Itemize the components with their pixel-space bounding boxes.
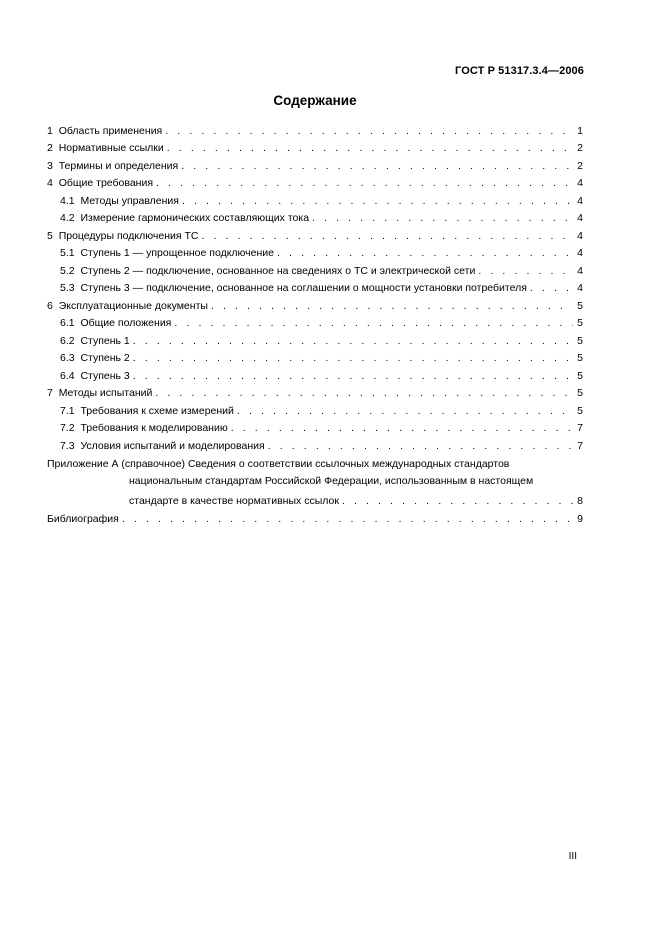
- toc-entry-page: 5: [577, 352, 583, 364]
- toc-entry-label: Нормативные ссылки: [58, 142, 164, 154]
- toc-entry-number: 6: [47, 299, 53, 312]
- toc-entry-label: Ступень 2: [80, 352, 130, 364]
- toc-entry-label: Условия испытаний и моделирования: [80, 439, 265, 452]
- leader-dots: [211, 300, 573, 313]
- toc-entry-number: 7.1: [60, 404, 75, 417]
- toc-entry-label: Ступень 2 — подключение, основанное на сведениях о ТС и электрической сети: [80, 264, 476, 277]
- leader-dots: [231, 422, 573, 435]
- toc-entry-page: 8: [577, 495, 583, 507]
- toc-entry-5-2: [47, 260, 583, 278]
- toc-entry-1: [47, 120, 583, 138]
- toc-entry-6: [47, 295, 583, 313]
- standard-number: ГОСТ Р 51317.3.4—2006: [455, 65, 584, 77]
- toc-entry-7: [47, 383, 583, 401]
- toc-entry-page: 4: [577, 212, 583, 224]
- leader-dots: [133, 335, 573, 348]
- toc-entry-number: 4.2: [60, 212, 75, 224]
- toc-entry-page: 5: [577, 317, 583, 329]
- toc-entry-number: 6.4: [60, 369, 75, 382]
- leader-dots: [133, 352, 573, 365]
- toc-entry-label: Ступень 3 — подключение, основанное на соглашении о мощности установки потребителя: [80, 282, 527, 294]
- leader-dots: [342, 495, 573, 508]
- toc-entry-7-3: [47, 435, 583, 453]
- leader-dots: [478, 265, 573, 278]
- toc-entry-number: 2: [47, 142, 53, 154]
- toc-entry-4-1: [47, 190, 583, 208]
- toc-entry-7-1: [47, 400, 583, 418]
- toc-entry-page: 2: [577, 142, 583, 154]
- toc-entry-6-1: [47, 313, 583, 331]
- toc-entry-number: 6.1: [60, 317, 75, 329]
- toc-entry-6-3: [47, 348, 583, 366]
- toc-entry-label: Ступень 1 — упрощенное подключение: [80, 247, 274, 259]
- toc-entry-page: 4: [577, 247, 583, 259]
- leader-dots: [165, 125, 573, 138]
- toc-entry-label: Ступень 1: [80, 334, 130, 347]
- leader-dots: [312, 212, 573, 225]
- toc-entry-page: 4: [577, 229, 583, 242]
- leader-dots: [122, 513, 573, 526]
- leader-dots: [174, 317, 573, 330]
- leader-dots: [181, 160, 573, 173]
- toc-entry-page: 5: [577, 387, 583, 399]
- toc-entry-page: 5: [577, 404, 583, 417]
- toc-entry-label: Термины и определения: [58, 159, 179, 172]
- toc-entry-number: 7.3: [60, 439, 75, 452]
- toc-entry-label: Методы испытаний: [58, 387, 153, 399]
- toc-entry-number: 5.3: [60, 282, 75, 294]
- toc-entry-label: Процедуры подключения ТС: [58, 229, 199, 242]
- toc-entry-label: Методы управления: [80, 194, 179, 207]
- toc-entry-label: Ступень 3: [80, 369, 130, 382]
- toc-entry-page: 2: [577, 159, 583, 172]
- toc-entry-number: 4.1: [60, 194, 75, 207]
- toc-entry-page: 5: [577, 369, 583, 382]
- leader-dots: [237, 405, 573, 418]
- toc-entry-number: 7: [47, 387, 53, 399]
- leader-dots: [277, 247, 573, 260]
- toc-entry-page: 4: [577, 282, 583, 294]
- appendix-line-2: национальным стандартам Российской Федерации, использованным в настоящем: [129, 475, 534, 487]
- leader-dots: [530, 282, 573, 295]
- toc-entry-label: Требования к моделированию: [80, 422, 228, 434]
- toc-entry-page: 7: [577, 422, 583, 434]
- toc-entry-5: [47, 225, 583, 243]
- toc-entry-page: 5: [577, 299, 583, 312]
- toc-entry-number: 3: [47, 159, 53, 172]
- appendix-line-1: Приложение А (справочное) Сведения о соответствии ссылочных международных стандартов: [47, 457, 510, 470]
- toc-entry-6-2: [47, 330, 583, 348]
- toc-entry-number: 6.2: [60, 334, 75, 347]
- toc-entry-label: Общие положения: [80, 317, 172, 329]
- toc-entry-3: [47, 155, 583, 173]
- toc-entry-number: 7.2: [60, 422, 75, 434]
- leader-dots: [167, 142, 573, 155]
- toc-entry-number: 6.3: [60, 352, 75, 364]
- leader-dots: [133, 370, 573, 383]
- toc-entry-page: 4: [577, 194, 583, 207]
- toc-entry-bibliography: [47, 508, 583, 526]
- toc-entry-2: [47, 138, 583, 156]
- toc-entry-number: 4: [47, 177, 53, 189]
- toc-entry-label: Требования к схеме измерений: [80, 404, 234, 417]
- toc-entry-label: стандарте в качестве нормативных ссылок: [129, 495, 339, 507]
- toc-entry-label: Общие требования: [58, 177, 154, 189]
- toc-entry-page: 7: [577, 439, 583, 452]
- toc-entry-appendix-a: [47, 456, 583, 509]
- toc-entry-number: 5.2: [60, 264, 75, 277]
- toc-title: Содержание: [273, 93, 357, 108]
- leader-dots: [268, 440, 573, 453]
- toc-entry-label: Эксплуатационные документы: [58, 299, 208, 312]
- toc-entry-5-1: [47, 243, 583, 261]
- toc-entry-7-2: [47, 418, 583, 436]
- toc-entry-number: 5: [47, 229, 53, 242]
- table-of-contents: [47, 120, 583, 526]
- toc-entry-page: 4: [577, 264, 583, 277]
- toc-entry-label: Библиография: [47, 512, 119, 525]
- toc-entry-5-3: [47, 278, 583, 296]
- leader-dots: [155, 387, 573, 400]
- toc-entry-4: [47, 173, 583, 191]
- page-folio: III: [568, 851, 577, 862]
- toc-entry-page: 9: [577, 512, 583, 525]
- toc-entry-page: 4: [577, 177, 583, 189]
- toc-entry-number: 1: [47, 124, 53, 137]
- toc-entry-page: 5: [577, 334, 583, 347]
- leader-dots: [156, 177, 573, 190]
- toc-entry-page: 1: [577, 124, 583, 137]
- leader-dots: [182, 195, 573, 208]
- toc-entry-label: Область применения: [58, 124, 163, 137]
- toc-entry-number: 5.1: [60, 247, 75, 259]
- leader-dots: [201, 230, 573, 243]
- appendix-line-3: [47, 491, 583, 509]
- toc-entry-label: Измерение гармонических составляющих тока: [80, 212, 310, 224]
- toc-entry-6-4: [47, 365, 583, 383]
- toc-entry-4-2: [47, 208, 583, 226]
